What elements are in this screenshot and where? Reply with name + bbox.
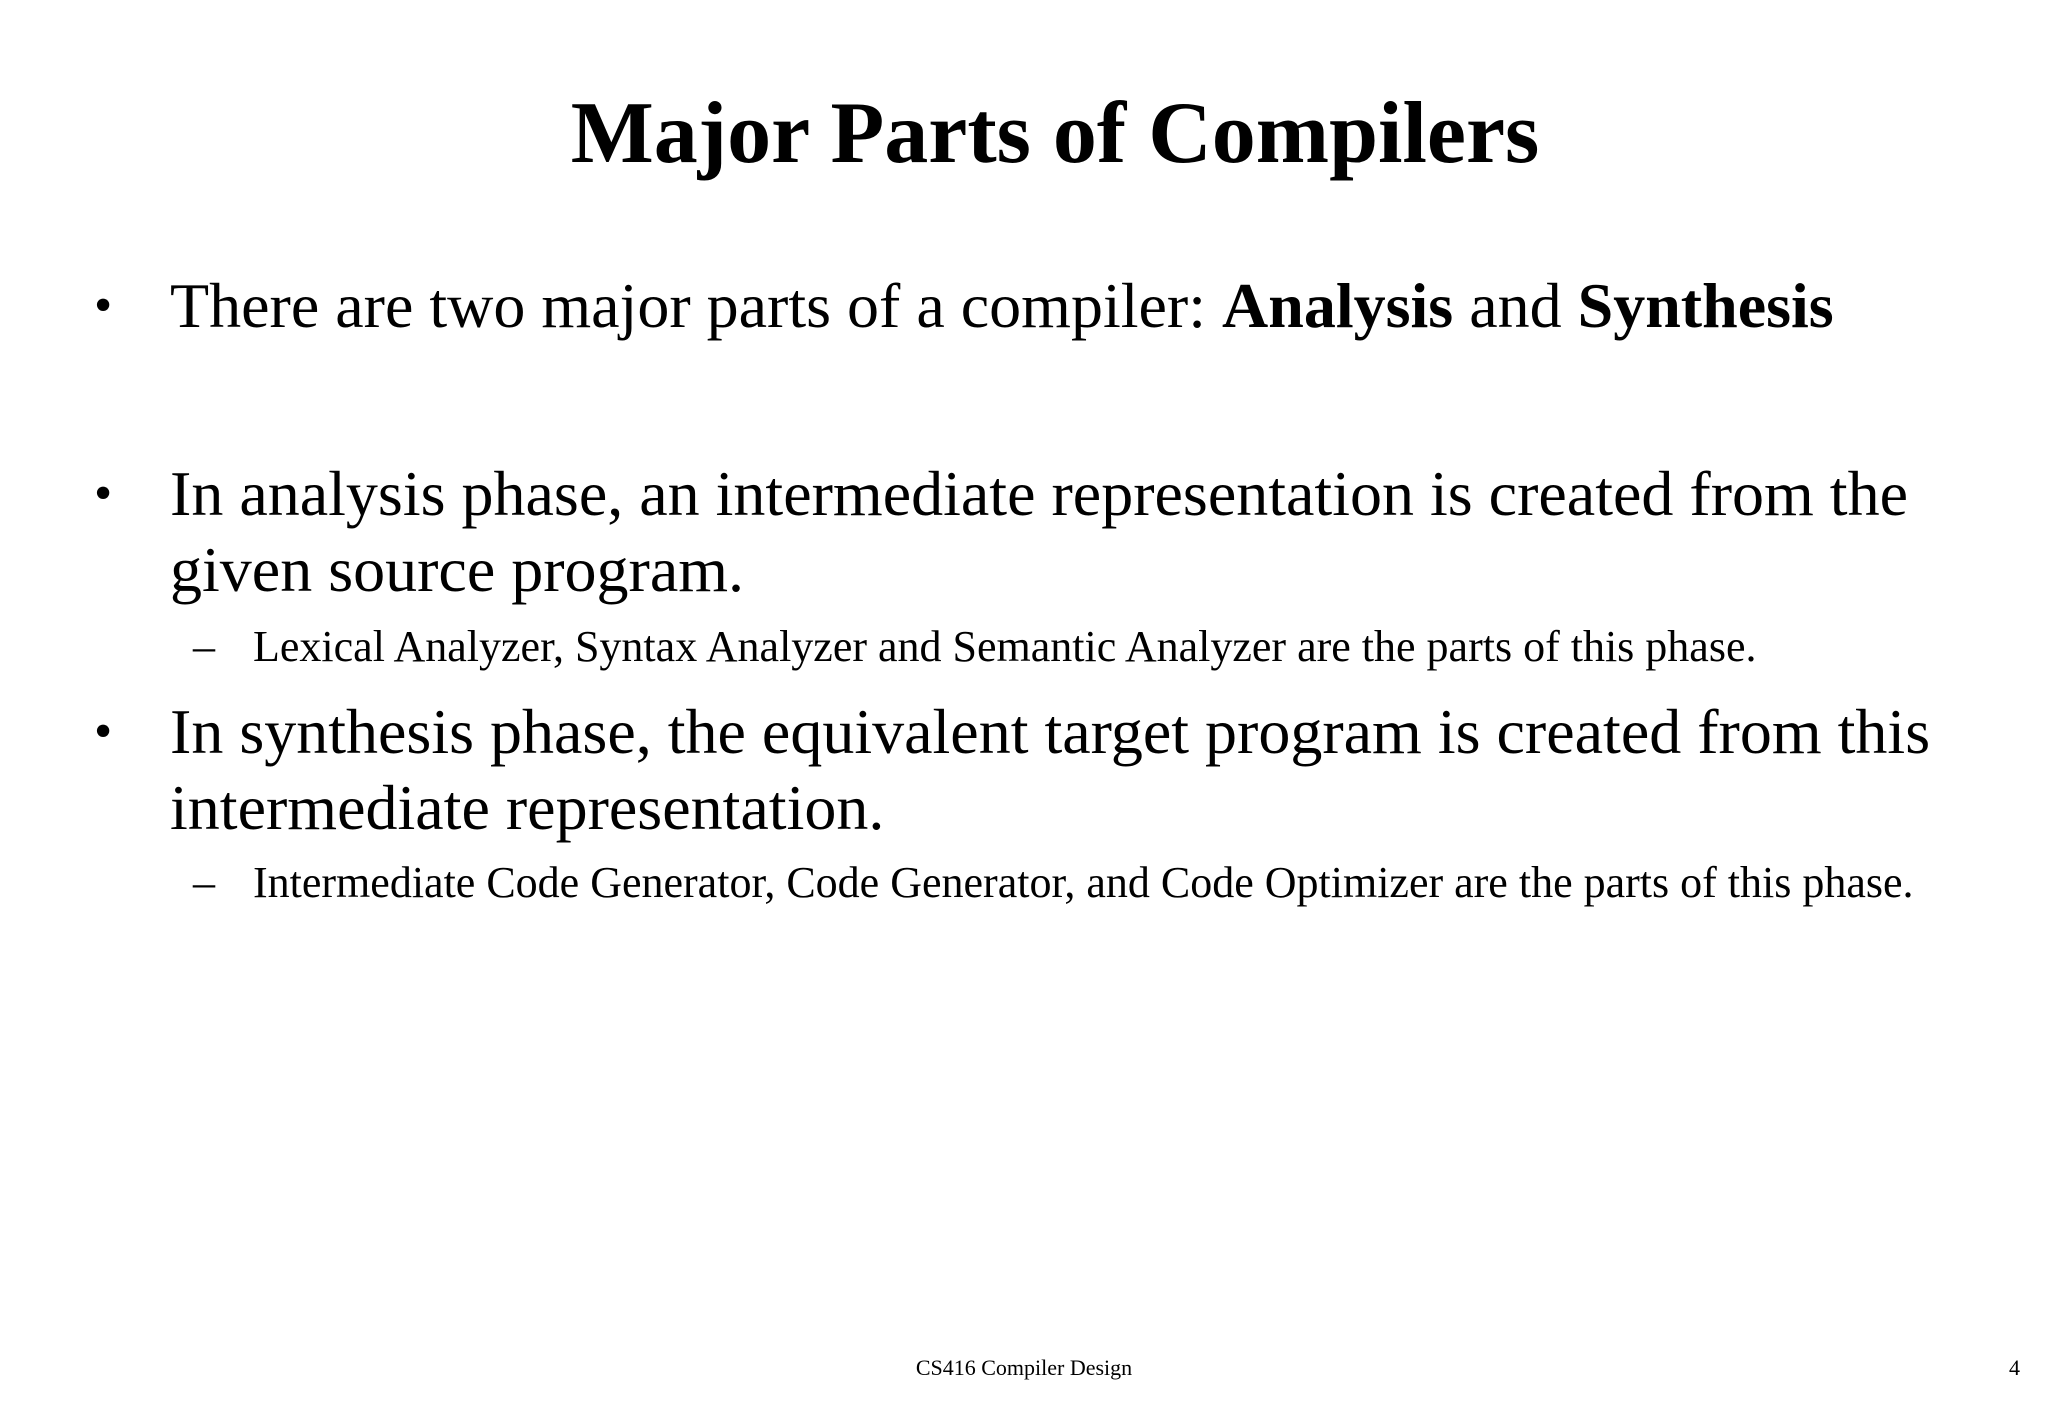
bullet-bold-analysis: Analysis (1222, 270, 1454, 341)
bullet-text: In analysis phase, an intermediate representation is created from the given source program. (170, 458, 1908, 605)
sub-bullet-text: Lexical Analyzer, Syntax Analyzer and Semantic Analyzer are the parts of this phase. (253, 622, 1757, 671)
sub-bullet-item (193, 854, 1953, 912)
bullet-bold-synthesis: Synthesis (1577, 270, 1834, 341)
bullet-text: There are two major parts of a compiler: (170, 270, 1222, 341)
bullet-dot-icon: • (94, 703, 113, 760)
slide-title: Major Parts of Compilers (570, 85, 1540, 182)
bullet-dot-icon: • (94, 465, 113, 522)
bullet-text: and (1453, 270, 1578, 341)
bullet-item (94, 268, 1950, 344)
sub-bullet-text: Intermediate Code Generator, Code Generator, and Code Optimizer are the parts of this phase. (253, 858, 1914, 907)
sub-bullet-item (193, 618, 1953, 676)
bullet-item (94, 456, 1950, 608)
dash-icon: – (193, 858, 215, 907)
dash-icon: – (193, 622, 215, 671)
footer-course-title: CS416 Compiler Design (915, 1355, 1133, 1380)
bullet-text: In synthesis phase, the equivalent target program is created from this intermediate representation. (170, 696, 1931, 843)
slide-page-number: 4 (2009, 1355, 2020, 1380)
bullet-item (94, 694, 1950, 846)
bullet-dot-icon: • (94, 277, 113, 334)
